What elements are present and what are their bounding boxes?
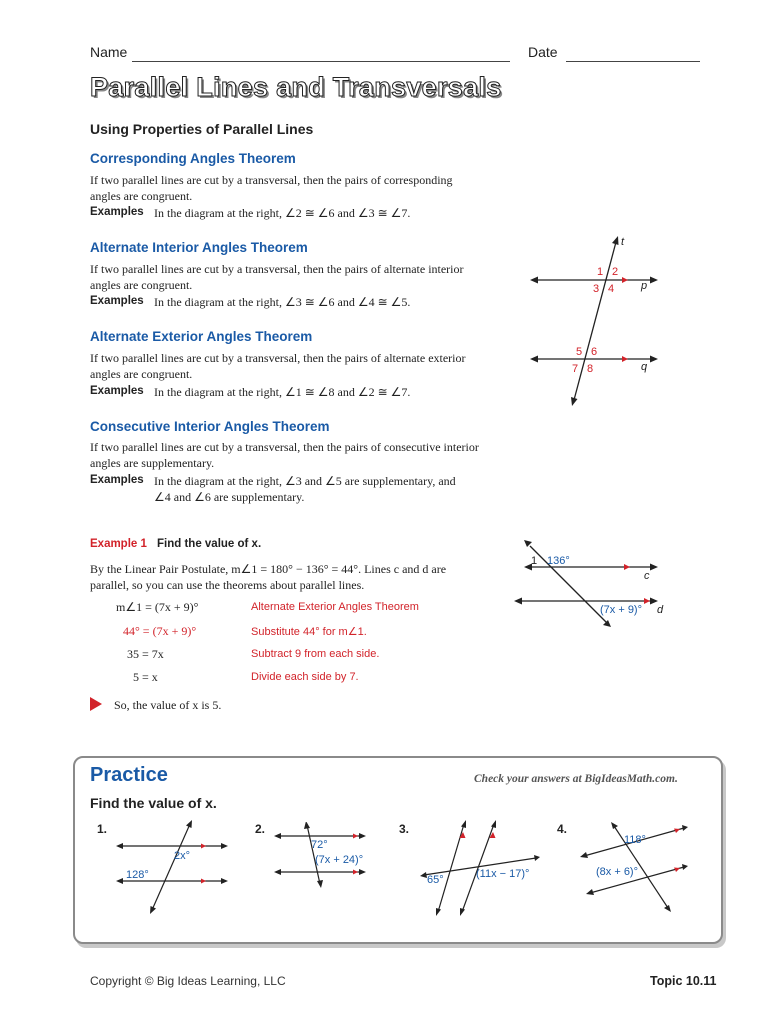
parallel-marker [622, 277, 628, 283]
theorem-text: If two parallel lines are cut by a transversal, then the pairs of corresponding angles are congruent. [90, 173, 453, 203]
label-q: q [641, 361, 648, 373]
angle-label: 5 [576, 346, 583, 358]
parallel-lines-diagram [530, 230, 670, 410]
problem-number: 4. [557, 822, 568, 836]
angle-label: 136° [547, 555, 570, 567]
angle-label: 65° [427, 874, 444, 886]
arrowhead [612, 236, 619, 245]
arrowhead [514, 598, 522, 605]
angle-label: 128° [126, 869, 149, 881]
name-field[interactable] [132, 61, 510, 62]
angle-label: 4 [608, 283, 615, 295]
arrowhead [650, 564, 658, 571]
label-t: t [621, 236, 625, 248]
theorem-text: If two parallel lines are cut by a transversal, then the pairs of alternate exterior angles are congruent. [90, 351, 466, 381]
problem-number: 3. [399, 822, 410, 836]
angle-label: 6 [591, 346, 598, 358]
label-p: p [641, 280, 648, 292]
theorem-text: If two parallel lines are cut by a transversal, then the pairs of alternate interior angles are congruent. [90, 262, 464, 292]
problem-diagram [412, 818, 552, 918]
problem-diagram [576, 818, 696, 918]
theorem-text: If two parallel lines are cut by a transversal, then the pairs of consecutive interior angles are supplementary. [90, 440, 479, 470]
example-text: By the Linear Pair Postulate, m∠1 = 180° − 136° = 44°. Lines c and d are parallel, so you can use the theorems about parallel lines. [90, 562, 447, 592]
angle-label: 2x° [174, 850, 191, 862]
parallel-marker [624, 564, 630, 570]
step-reason: Divide each side by 7. [251, 671, 359, 683]
theorem-title: Alternate Interior Angles Theorem [90, 240, 308, 255]
example-diagram [510, 537, 670, 632]
angle-label: 1 [531, 555, 538, 567]
conclusion-arrow-icon [89, 697, 103, 711]
problem-diagram [270, 822, 380, 892]
problem-number: 1. [97, 822, 108, 836]
angle-label: (11x − 17)° [476, 868, 530, 880]
examples-label: Examples [90, 474, 144, 486]
examples-text: In the diagram at the right, ∠1 ≅ ∠8 and ∠2 ≅ ∠7. [154, 385, 411, 399]
theorem-title: Consecutive Interior Angles Theorem [90, 419, 330, 434]
copyright-text: Copyright © Big Ideas Learning, LLC [90, 974, 286, 988]
angle-label: 72° [311, 839, 328, 851]
examples-text: In the diagram at the right, ∠3 ≅ ∠6 and ∠4 ≅ ∠5. [154, 295, 411, 309]
examples-label: Examples [90, 385, 144, 397]
step-equation: 35 = 7x [127, 647, 164, 661]
arrowhead [530, 277, 538, 284]
arrowhead [650, 356, 658, 363]
angle-label: 118° [624, 834, 646, 846]
date-label: Date [528, 44, 558, 60]
topic-label: Topic 10.11 [650, 974, 717, 988]
label-d: d [657, 604, 664, 616]
step-reason: Substitute 44° for m∠1. [251, 626, 367, 638]
practice-title: Practice [90, 764, 168, 786]
step-reason: Alternate Exterior Angles Theorem [251, 601, 419, 613]
angle-label: (8x + 6)° [596, 866, 638, 878]
parallel-marker [644, 598, 650, 604]
page-title: Parallel Lines and Transversals [90, 72, 502, 102]
examples-text: In the diagram at the right, ∠2 ≅ ∠6 and ∠3 ≅ ∠7. [154, 206, 411, 220]
arrowhead [650, 277, 658, 284]
step-equation: m∠1 = (7x + 9)° [116, 600, 199, 614]
angle-label: 1 [597, 266, 604, 278]
arrowhead [571, 397, 578, 406]
step-equation: 5 = x [133, 670, 158, 684]
date-field[interactable] [566, 61, 700, 62]
practice-prompt: Find the value of x. [90, 795, 217, 811]
section-subtitle: Using Properties of Parallel Lines [90, 121, 314, 137]
examples-text: In the diagram at the right, ∠3 and ∠5 are supplementary, and ∠4 and ∠6 are supplementary. [154, 474, 456, 504]
arrowhead [530, 356, 538, 363]
label-c: c [644, 570, 650, 582]
parallel-marker [622, 356, 628, 362]
line-t [574, 242, 619, 400]
check-answers-text: Check your answers at BigIdeasMath.com. [474, 773, 678, 785]
angle-label: (7x + 24)° [315, 854, 364, 866]
examples-label: Examples [90, 206, 144, 218]
step-equation: 44° = (7x + 9)° [123, 624, 197, 638]
step-reason: Subtract 9 from each side. [251, 648, 380, 660]
examples-label: Examples [90, 295, 144, 307]
theorem-title: Alternate Exterior Angles Theorem [90, 329, 313, 344]
conclusion-text: So, the value of x is 5. [114, 698, 222, 712]
angle-label: 3 [593, 283, 600, 295]
theorem-title: Corresponding Angles Theorem [90, 151, 296, 166]
angle-label: 7 [572, 363, 579, 375]
name-label: Name [90, 44, 128, 60]
angle-label: 2 [612, 266, 619, 278]
example-prompt: Find the value of x. [157, 538, 262, 550]
problem-number: 2. [255, 822, 266, 836]
problem-diagram [110, 820, 240, 920]
angle-label: 8 [587, 363, 594, 375]
angle-expression: (7x + 9)° [600, 604, 642, 616]
example-label: Example 1 [90, 538, 147, 550]
